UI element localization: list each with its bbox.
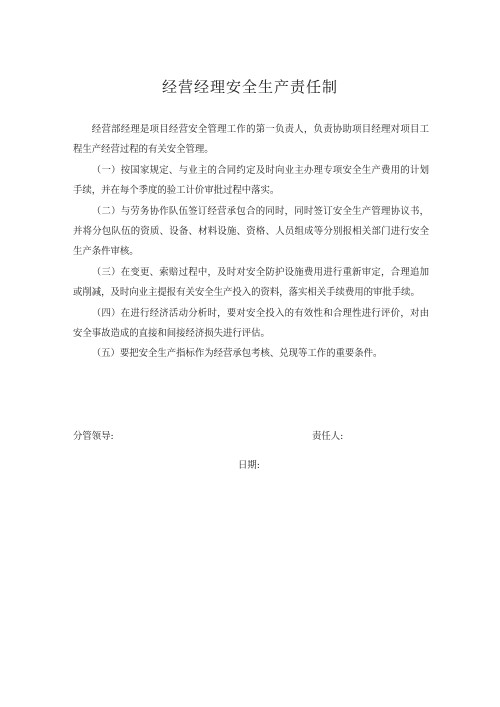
paragraph-intro: 经营部经理是项目经营安全管理工作的第一负责人，负责协助项目经理对项目工程生产经营过程的有关安全管理。 xyxy=(73,124,429,156)
paragraph-item-4: （四）在进行经济活动分析时，要对安全投入的有效性和合理性进行评价，对由安全事故造成的直接和间接经济损失进行评估。 xyxy=(73,307,429,340)
leader-signature-label: 分管领导: xyxy=(73,431,114,442)
paragraph-item-2: （二）与劳务协作队伍签订经营承包合的同时，同时签订安全生产管理协议书，并将分包队伍的资质、设备、材料设施、资格、人员组成等分别报相关部门进行安全生产条件审核。 xyxy=(73,205,429,258)
document-body xyxy=(73,120,429,365)
paragraph-item-3: （三）在变更、索赔过程中，及时对安全防护设施费用进行重新审定，合理追加或削减，及时向业主提报有关安全生产投入的资料，落实相关手续费用的审批手续。 xyxy=(73,266,429,299)
paragraph-item-1: （一）按国家规定、与业主的合同约定及时向业主办理专项安全生产费用的计划手续，并在每个季度的验工计价审批过程中落实。 xyxy=(73,164,429,197)
document-title: 经营经理安全生产责任制 xyxy=(161,78,338,96)
date-label: 日期: xyxy=(238,460,260,471)
paragraph-item-5: （五）要把安全生产指标作为经营承包考核、兑现等工作的重要条件。 xyxy=(91,348,383,360)
responsible-person-label: 责任人: xyxy=(312,431,344,442)
